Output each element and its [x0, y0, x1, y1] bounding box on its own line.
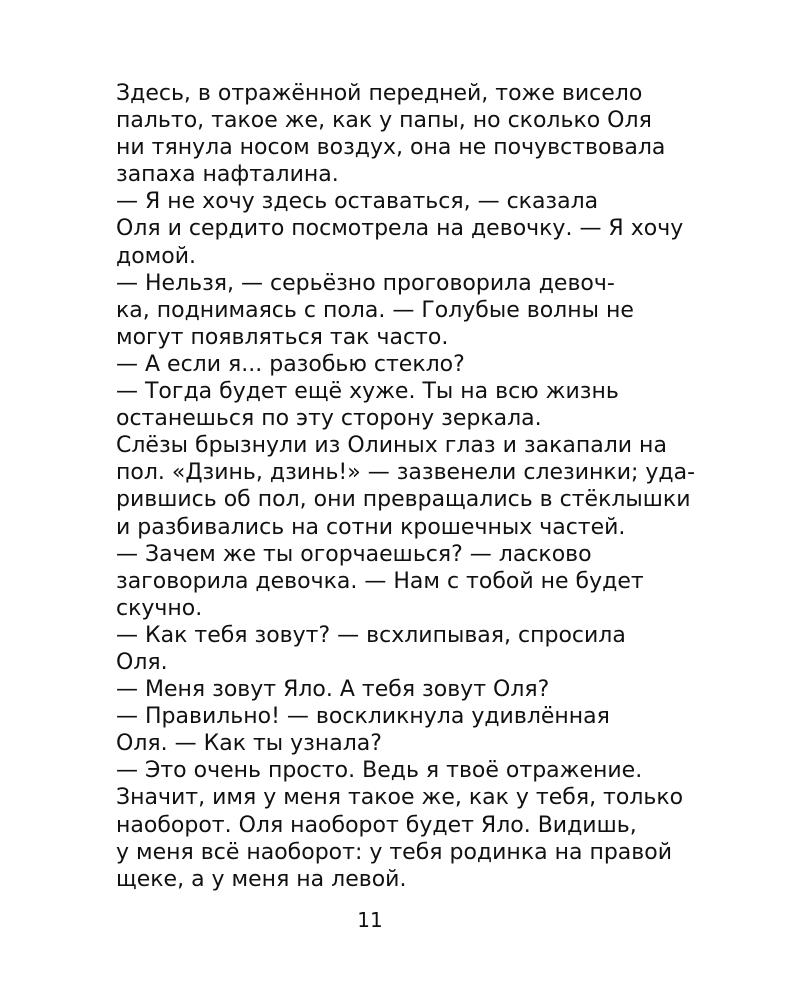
page-number: 11: [357, 908, 383, 932]
paragraph: [80, 432, 696, 540]
text-line: могут появляться так часто.: [116, 324, 449, 350]
text-line: Оля и сердито посмотрела на девочку. — Я хочу: [116, 216, 684, 242]
text-line: пол. «Дзинь, дзинь!» — зазвенели слезинки; уда-: [116, 460, 696, 486]
text-line: ка, поднимаясь с пола. — Голубые волны не: [116, 297, 634, 323]
text-line: — Тогда будет ещё хуже. Ты на всю жизнь: [116, 379, 619, 405]
paragraph: [80, 270, 680, 351]
text-line: Здесь, в отражённой передней, тоже висело: [116, 81, 643, 106]
paragraph: [80, 188, 684, 269]
text-line: — Это очень просто. Ведь я твоё отражение.: [116, 758, 643, 784]
text-line: Слёзы брызнули из Олиных глаз и закапали на: [116, 433, 667, 459]
text-line: заговорила девочка. — Нам с тобой не будет: [116, 568, 644, 594]
text-line: пальто, такое же, как у папы, но сколько Оля: [116, 108, 652, 134]
paragraph: [80, 622, 680, 676]
text-line: щеке, а у меня на левой.: [116, 866, 407, 892]
text-line: Значит, имя у меня такое же, как у тебя, только: [116, 785, 684, 811]
text-line: — Меня зовут Яло. А тебя зовут Оля?: [116, 677, 550, 703]
body-text: [80, 80, 696, 893]
paragraph: [80, 351, 680, 378]
text-line: — Нельзя, — серьёзно проговорила девоч-: [116, 270, 615, 296]
text-line: рившись об пол, они превращались в стёклышки: [116, 487, 691, 513]
text-line: ни тянула носом воздух, она не почувствовала: [116, 135, 666, 161]
paragraph: [80, 378, 680, 432]
text-line: и разбивались на сотни крошечных частей.: [116, 514, 626, 540]
text-line: — А если я... разобью стекло?: [116, 351, 465, 377]
paragraph: [80, 676, 680, 703]
text-line: у меня всё наоборот: у тебя родинка на правой: [116, 839, 672, 865]
paragraph: [80, 703, 680, 757]
text-line: — Правильно! — воскликнула удивлённая: [116, 704, 610, 730]
text-line: — Как тебя зовут? — всхлипывая, спросила: [116, 622, 626, 648]
paragraph: [80, 80, 680, 188]
paragraph: [80, 757, 684, 892]
text-line: скучно.: [116, 595, 203, 621]
text-line: останешься по эту сторону зеркала.: [116, 406, 542, 432]
text-line: домой.: [116, 243, 197, 269]
paragraph: [80, 541, 680, 622]
text-line: — Зачем же ты огорчаешься? — ласково: [116, 541, 592, 567]
text-line: запаха нафталина.: [116, 162, 339, 188]
text-line: — Я не хочу здесь оставаться, — сказала: [116, 189, 599, 215]
text-line: Оля. — Как ты узнала?: [116, 731, 382, 757]
text-line: Оля.: [116, 649, 168, 675]
text-line: наоборот. Оля наоборот будет Яло. Видишь,: [116, 812, 637, 838]
